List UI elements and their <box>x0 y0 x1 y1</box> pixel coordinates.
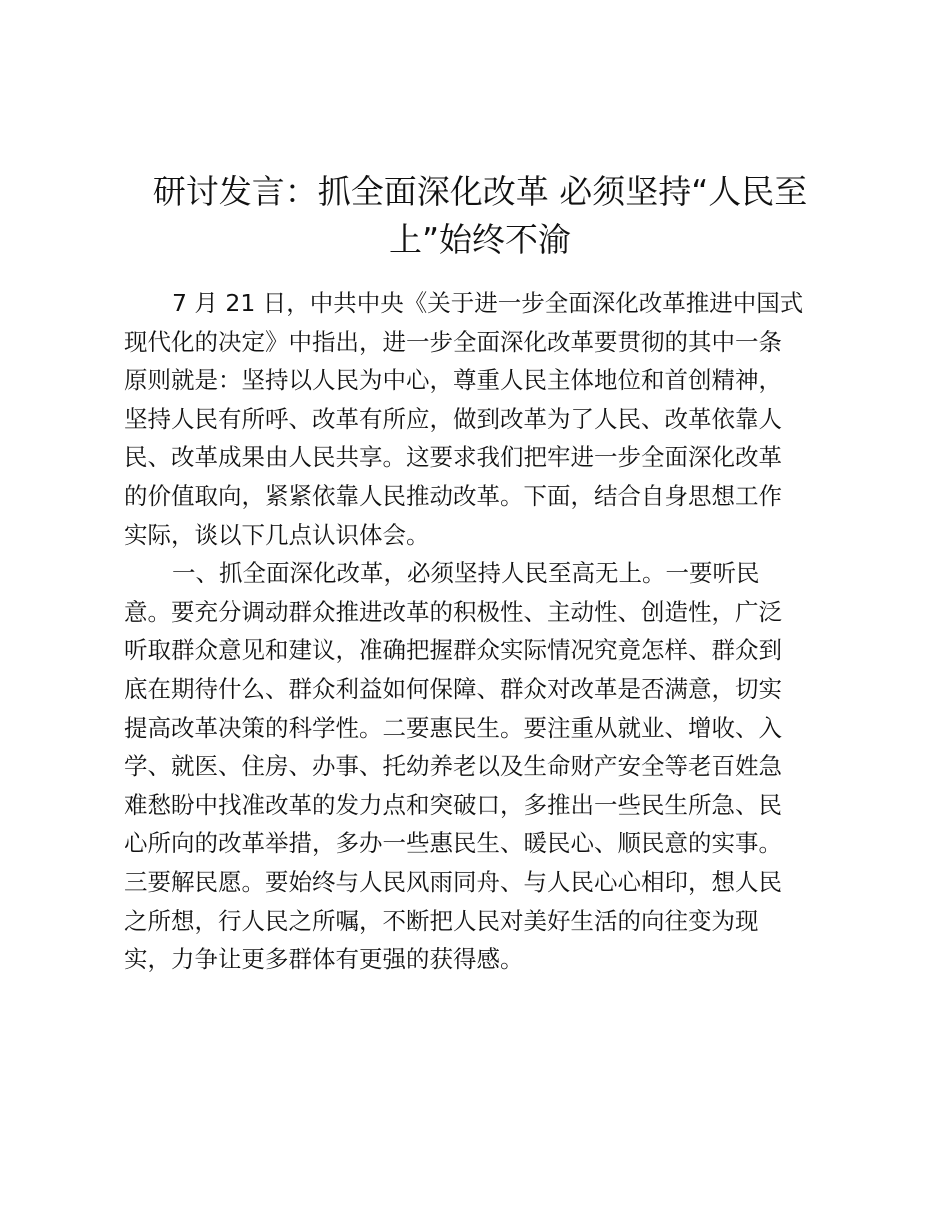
text-line: 底在期待什么、群众利益如何保障、群众对改革是否满意，切实 <box>124 674 782 703</box>
paragraph-section-one <box>124 554 824 979</box>
text-line: 难愁盼中找准改革的发力点和突破口，多推出一些民生所急、民 <box>124 790 782 819</box>
text-line: 学、就医、住房、办事、托幼养老以及生命财产安全等老百姓急 <box>124 752 782 781</box>
document-body <box>124 284 824 979</box>
text-line: 三要解民愿。要始终与人民风雨同舟、与人民心心相印，想人民 <box>124 867 782 896</box>
text-line: 心所向的改革举措，多办一些惠民生、暖民心、顺民意的实事。 <box>124 829 782 858</box>
text-line: 原则就是：坚持以人民为中心，尊重人民主体地位和首创精神， <box>124 366 782 395</box>
title-line: 上”始终不渝 <box>388 220 572 259</box>
text-line: 实，力争让更多群体有更强的获得感。 <box>124 945 524 974</box>
text-line: 实际，谈以下几点认识体会。 <box>124 520 430 549</box>
text-line: 听取群众意见和建议，准确把握群众实际情况究竟怎样、群众到 <box>124 636 782 665</box>
text-line: 7 月 21 日，中共中央《关于进一步全面深化改革推进中国式 <box>172 289 804 317</box>
paragraph-intro <box>124 284 824 554</box>
title-line: 研讨发言：抓全面深化改革 必须坚持“人民至 <box>152 172 808 211</box>
text-line: 提高改革决策的科学性。二要惠民生。要注重从就业、增收、入 <box>124 713 782 742</box>
text-line: 一、抓全面深化改革，必须坚持人民至高无上。一要听民 <box>172 559 760 588</box>
text-line: 民、改革成果由人民共享。这要求我们把牢进一步全面深化改革 <box>124 443 782 472</box>
text-line: 的价值取向，紧紧依靠人民推动改革。下面，结合自身思想工作 <box>124 481 782 510</box>
text-line: 之所想，行人民之所嘱，不断把人民对美好生活的向往变为现 <box>124 906 759 935</box>
text-line: 坚持人民有所呼、改革有所应，做到改革为了人民、改革依靠人 <box>124 404 782 433</box>
text-line: 意。要充分调动群众推进改革的积极性、主动性、创造性，广泛 <box>124 597 782 626</box>
text-line: 现代化的决定》中指出，进一步全面深化改革要贯彻的其中一条 <box>124 327 782 356</box>
document-title <box>110 168 850 264</box>
